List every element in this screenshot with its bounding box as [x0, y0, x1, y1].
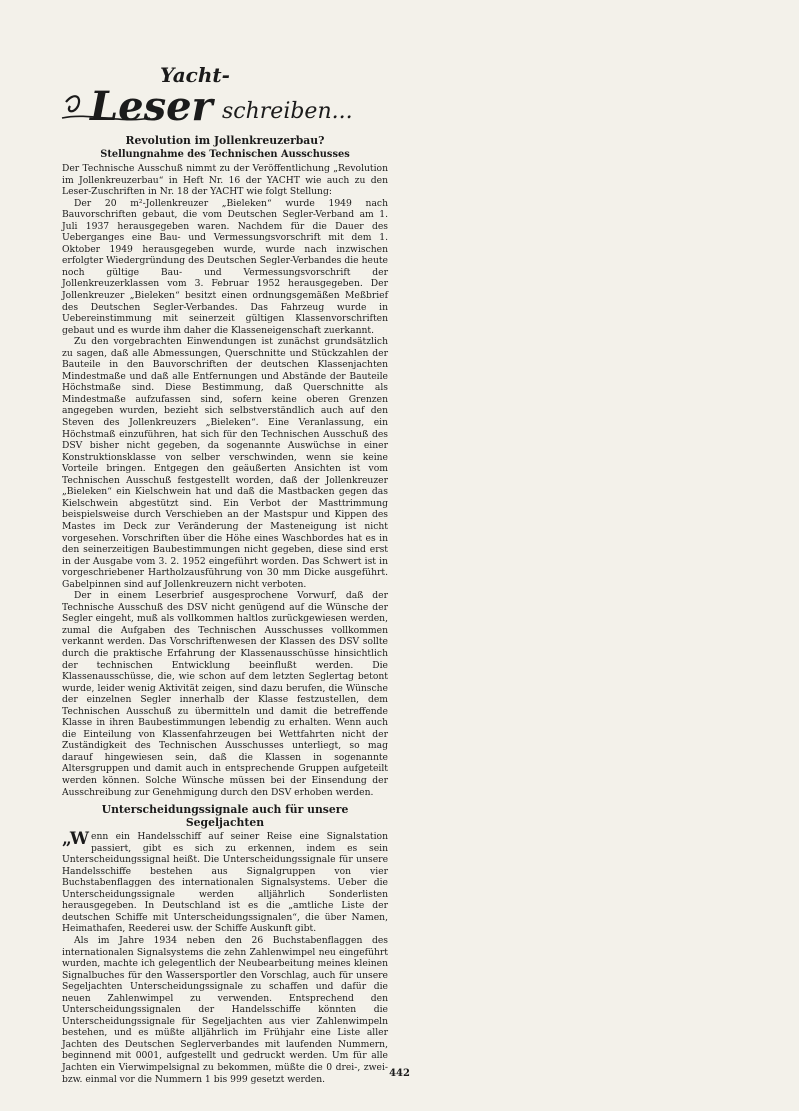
article1-subtitle: Stellungnahme des Technischen Ausschusses [100, 149, 350, 160]
article2-title: Unterscheidungssignale auch für unsere Segeljachten [101, 803, 349, 830]
article2-first-paragraph [62, 831, 388, 935]
article2-first-text: enn ein Handelsschiff auf seiner Reise eine Signalstation passiert, gibt es sich zu erkennen, indem es sein Unterscheidungssignal heißt. Die Unterscheidungssignale für unsere Handelsschiffe bestehen aus Signalgruppen von vier Buchstabenflaggen des internationalen Signalsystems. Ueber die Unterscheidungssignale werden alljährlich Sonderlisten herausgegeben. In Deutschland ist es die „amtliche Liste der deutschen Schiffe mit Unterscheidungssignalen“, die über Namen, Heimathafen, Reederei usw. der Schiffe Auskunft gibt. [62, 831, 388, 935]
article1-paragraph: Der in einem Leserbrief ausgesprochene Vorwurf, daß der Technische Ausschuß des DSV nicht genügend auf die Wünsche der Segler eingeht, muß als vollkommen haltlos zurückgewiesen werden, zumal die Aufgaben des Technischen Ausschusses vollkommen verkannt werden. Das Vorschriftenwesen der Klassen des DSV sollte durch die praktische Erfahrung der Klassenausschüsse hinsichtlich der technischen Entwicklung beeinflußt werden. Die Klassenausschüsse, die, wie schon auf dem letzten Seglertag betont wurde, leider wenig Aktivität zeigen, sind dazu berufen, die Wünsche der einzelnen Segler innerhalb der Klasse festzustellen, dem Technischen Ausschuß zu übermitteln und damit die betreffende Klasse in ihren Baubestimmungen lebendig zu erhalten. Wenn auch die Einteilung von Klassenfahrzeugen bei Wettfahrten nicht der Zuständigkeit des Technischen Ausschusses unterliegt, so mag darauf hingewiesen sein, daß die Klassen in sogenannte Altersgruppen und damit auch in entsprechende Gruppen aufgeteilt werden können. Solche Wünsche müssen bei der Einsendung der Ausschreibung zur Genehmigung durch den DSV erhoben werden. [62, 590, 388, 798]
masthead-tail-word: schreiben... [222, 99, 353, 124]
article1-paragraph: Der 20 m²-Jollenkreuzer „Bieleken“ wurde 1949 nach Bauvorschriften gebaut, die vom Deutschen Segler-Verband am 1. Juli 1937 herausgegeben waren. Nachdem für die Dauer des Ueberganges eine Bau- und Vermessungsvorschrift mit dem 1. Oktober 1949 herausgegeben wurde, wurde nach inzwischen erfolgter Wiedergründung des Deutschen Segler-Verbandes die heute noch gültige Bau- und Vermessungsvorschrift der Jollenkreuzerklassen vom 3. Februar 1952 herausgegeben. Der Jollenkreuzer „Bieleken“ besitzt einen ordnungsgemäßen Meßbrief des Deutschen Segler-Verbandes. Das Fahrzeug wurde in Uebereinstimmung mit seinerzeit gültigen Klassenvorschriften gebaut und es wurde ihm daher die Klasseneigenschaft zuerkannt. [62, 197, 388, 336]
logo-ornament [66, 96, 79, 111]
article1-title: Revolution im Jollenkreuzerbau? [125, 134, 325, 147]
masthead-logo [60, 62, 380, 132]
article2-paragraph: Als im Jahre 1934 neben den 26 Buchstabenflaggen des internationalen Signalsystems die zehn Zahlenwimpel neu eingeführt wurden, machte ich gelegentlich der Neubearbeitung meines kleinen Signalbuches für den Wassersportler den Vorschlag, auch für unsere Segeljachten Unterscheidungssignale zu schaffen und dafür die neuen Zahlenwimpel zu verwenden. Entsprechend den Unterscheidungssignalen der Handelsschiffe könnten die Unterscheidungssignale für Segeljachten aus vier Zahlenwimpeln bestehen, und es müßte alljährlich im Frühjahr eine Liste aller Jachten des Deutschen Seglerverbandes mit laufenden Nummern, beginnend mit 0001, aufgestellt und gedruckt werden. Um für alle Jachten ein Vierwimpelsignal zu bekommen, müßte die 0 drei-, zwei- bzw. einmal vor die Nummern 1 bis 999 gesetzt werden. [62, 935, 388, 1085]
masthead-main-word: Leser [90, 83, 213, 130]
article2-dropcap: „W [62, 829, 90, 850]
masthead-top-word: Yacht- [160, 63, 230, 87]
article1-paragraph: Der Technische Ausschuß nimmt zu der Veröffentlichung „Revolution im Jollenkreuzerbau“ in Heft Nr. 16 der YACHT wie auch zu den Leser-Zuschriften in Nr. 18 der YACHT wie folgt Stellung: [62, 163, 388, 198]
page-number: 442 [389, 1068, 410, 1079]
article1-paragraph: Zu den vorgebrachten Einwendungen ist zunächst grundsätzlich zu sagen, daß alle Abmessungen, Querschnitte und Stückzahlen der Bauteile in den Bauvorschriften der deutschen Klassenjachten Mindestmaße und daß alle Entfernungen und Abstände der Bauteile Höchstmaße sind. Diese Bestimmung, daß Querschnitte als Mindestmaße aufzufassen sind, sofern keine oberen Grenzen angegeben wurden, bezieht sich selbstverständlich auch auf den Steven des Jollenkreuzers „Bieleken“. Eine Veranlassung, ein Höchstmaß einzuführen, hat sich für den Technischen Ausschuß des DSV bisher nicht gegeben, da sogenannte Auswüchse in einer Konstruktionsklasse von selber verschwinden, wenn sie keine Vorteile bringen. Entgegen den geäußerten Ansichten ist vom Technischen Ausschuß festgestellt worden, daß der Jollenkreuzer „Bieleken“ ein Kielschwein hat und daß die Mastbacken gegen das Kielschwein abgestützt sind. Ein Verbot der Masttrimmung beispielsweise durch Verschieben an der Mastspur und Kippen des Mastes im Deck zur Veränderung der Masteneigung ist nicht vorgesehen. Vorschriften über die Höhe eines Waschbordes hat es in den seinerzeitigen Baubestimmungen nicht gegeben, diese sind erst in der Ausgabe vom 3. 2. 1952 eingeführt worden. Das Schwert ist in vorgeschriebener Hartholzausführung von 30 mm Dicke ausgeführt. Gabelpinnen sind auf Jollenkreuzern nicht verboten. [62, 336, 388, 590]
left-column [62, 132, 388, 1085]
